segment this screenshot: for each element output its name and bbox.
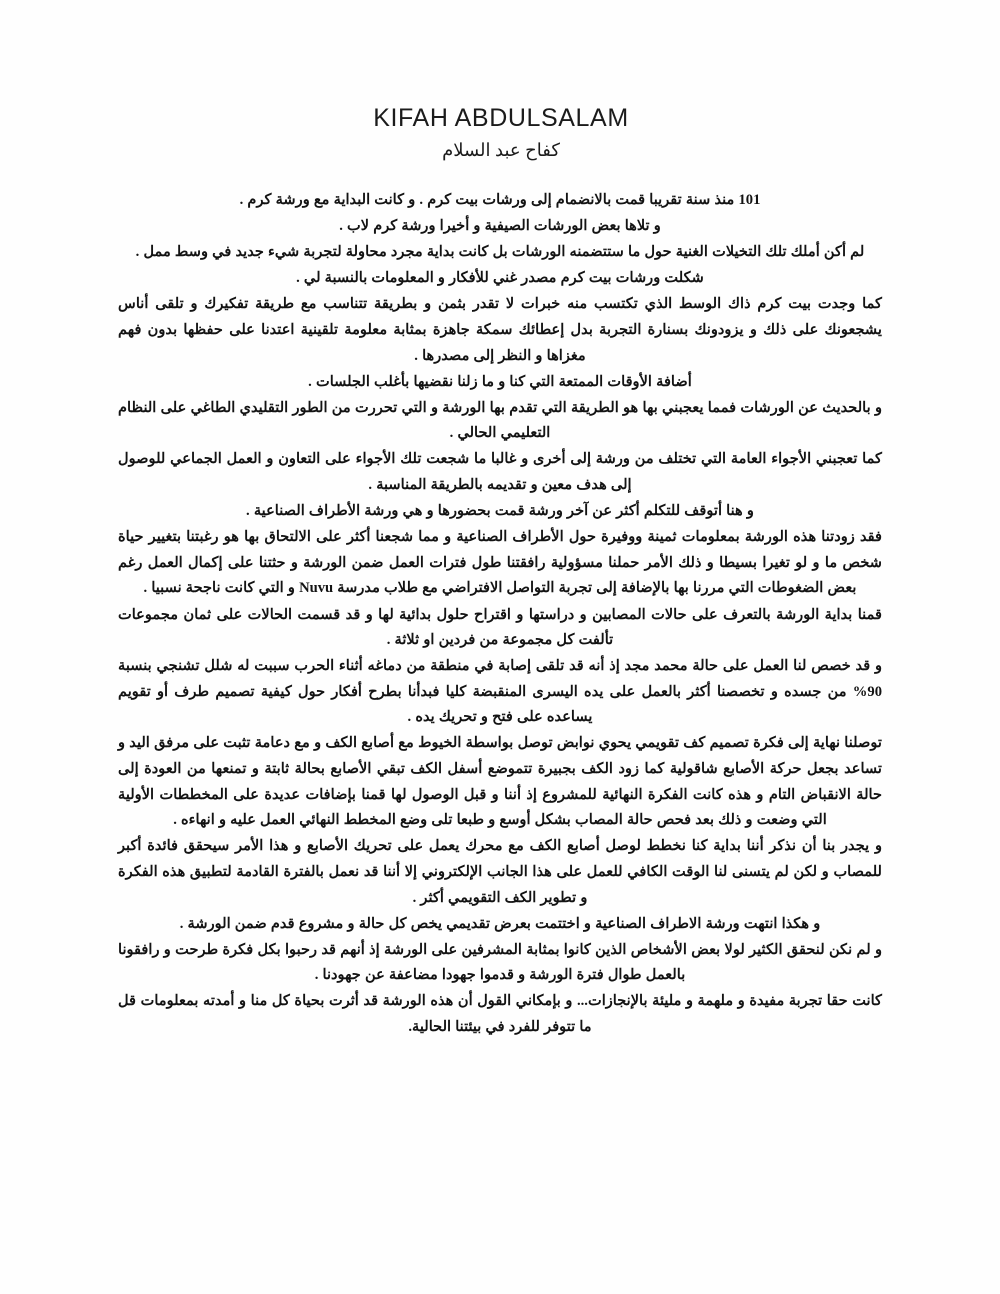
paragraph: كما تعجبني الأجواء العامة التي تختلف من ورشة إلى أخرى و غالبا ما شجعت تلك الأجواء على التعاون و العمل الجماعي للوصول إلى هدف معين و تقديمه بالطريقة المناسبة . — [118, 451, 882, 494]
paragraph: كانت حقا تجربة مفيدة و ملهمة و مليئة بالإنجازات... و بإمكاني القول أن هذه الورشة قد أثرت بحياة كل منا و أمدته بمعلومات قل ما تتوفر للفرد في بيئتنا الحالية. — [118, 993, 882, 1035]
paragraph: و لم نكن لنحقق الكثير لولا بعض الأشخاص الذين كانوا بمثابة المشرفين على الورشة إذ أنهم قد رحبوا بكل فكرة طرحت و رافقونا بالعمل طوال فترة الورشة و قدموا جهودا مضاعفة عن جهودنا . — [118, 941, 882, 984]
paragraph: و هكذا انتهت ورشة الاطراف الصناعية و اختتمت بعرض تقديمي يخص كل حالة و مشروع قدم ضمن الورشة . — [179, 915, 821, 932]
paragraph: قمنا بداية الورشة بالتعرف على حالات المصابين و دراستها و اقتراح حلول بدائية لها و قد قسمت الحالات على ثمان مجموعات تألفت كل مجموعة من فردين او ثلاثة . — [118, 606, 882, 649]
paragraph: و هنا أتوقف للتكلم أكثر عن آخر ورشة قمت بحضورها و هي ورشة الأطراف الصناعية . — [246, 503, 754, 520]
paragraph: توصلنا نهاية إلى فكرة تصميم كف تقويمي يحوي نوابض توصل بواسطة الخيوط مع أصابع الكف و مع دعامة تثبت على مرفق اليد و تساعد بجعل حركة الأصابع شاقولية كما زود الكف بجبيرة تتموضع أسفل الكف تبقي الأصابع بحالة ثابتة و تمنعها من العودة إلى حالة الانقباض التام و هذه كانت الفكرة النهائية للمشروع إذ أننا و قبل الوصول لها قمنا بإضافات عديدة على المخططات الأولية التي وضعت و ذلك بعد فحص حالة المصاب بشكل أوسع و طبعا تلى وضع المخطط النهائي العمل عليه و انهاءه . — [118, 735, 882, 829]
paragraph: 101 منذ سنة تقريبا قمت بالانضمام إلى ورشات بيت كرم . و كانت البداية مع ورشة كرم . — [239, 192, 761, 208]
paragraph: و يجدر بنا أن نذكر أننا بداية كنا نخطط لوصل أصابع الكف مع محرك يعمل على تحريك الأصابع و هذا الأمر سيحقق فائدة أكبر للمصاب و لكن لم يتسنى لنا الوقت الكافي للعمل على هذا الجانب الإلكتروني إلا أننا قد نعمل بالفترة القادمة لتطبيق هذه الفكرة و تطوير الكف التقويمي أكثر . — [118, 838, 882, 906]
paragraph: و بالحديث عن الورشات فمما يعجبني بها هو الطريقة التي تقدم بها الورشة و التي تحررت من الطور التقليدي الطاغي على النظام التعليمي الحالي . — [118, 399, 882, 442]
document-heading — [120, 104, 882, 162]
paragraph: فقد زودتنا هذه الورشة بمعلومات ثمينة ووفيرة حول الأطراف الصناعية و مما شجعنا أكثر على الالتحاق بها هو رغبتنا بتغيير حياة شخص ما و لو تغيرا بسيطا و ذلك الأمر حملنا مسؤولية رافقتنا طول فترات العمل ضمن الورشة و حثتنا على إكمال العمل رغم بعض الضغوطات التي مررنا بها بالإضافة إلى تجربة التواصل الافتراضي مع طلاب مدرسة Nuvu و التي كانت ناجحة نسبيا . — [118, 529, 882, 597]
paragraph: و قد خصص لنا العمل على حالة محمد مجد إذ أنه قد تلقى إصابة في منطقة من دماغه أثناء الحرب سببت له شلل تشنجي بنسبة 90% من جسده و تخصصنا أكثر بالعمل على يده اليسرى المنقبضة كليا فبدأنا بطرح أفكار حول كيفية تصميم طرف أو تقويم يساعده على فتح و تحريك يده . — [118, 658, 882, 726]
paragraph: و تلاها بعض الورشات الصيفية و أخيرا ورشة كرم لاب . — [339, 218, 661, 235]
paragraph: شكلت ورشات بيت كرم مصدر غني للأفكار و المعلومات بالنسبة لي . — [296, 270, 704, 287]
paragraph: أضافة الأوقات الممتعة التي كنا و ما زلنا نقضيها بأغلب الجلسات . — [308, 373, 692, 390]
page-title: KIFAH ABDULSALAM — [373, 104, 629, 132]
page-subtitle-arabic: كفاح عبد السلام — [442, 140, 560, 160]
paragraph: كما وجدت بيت كرم ذاك الوسط الذي تكتسب منه خبرات لا تقدر بثمن و بطريقة تتناسب مع طريقة تفكيرك و تلقى أناس يشجعونك على ذلك و يزودونك بسنارة التجربة بدل إعطائك سمكة جاهزة بمثابة معلومة تلقينية اعتدنا على حفظها بدون فهم مغزاها و النظر إلى مصدرها . — [118, 296, 882, 364]
document-body — [118, 188, 882, 1041]
paragraph: لم أكن أملك تلك التخيلات الغنية حول ما ستتضمنه الورشات بل كانت بداية مجرد محاولة لتجربة شيء جديد في وسط ممل . — [135, 244, 865, 261]
